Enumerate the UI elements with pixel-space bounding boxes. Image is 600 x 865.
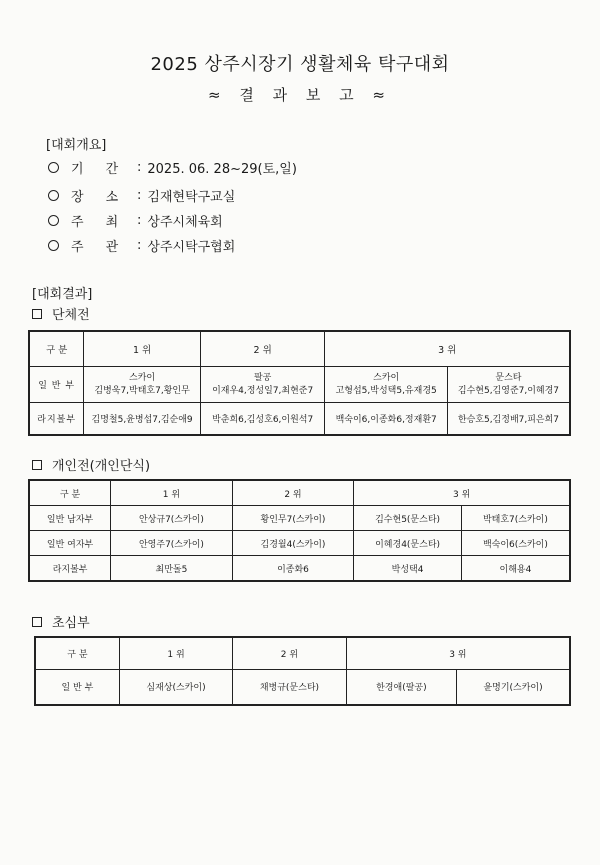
team-results-table [28,330,571,436]
header-first: 1 위 [119,637,232,669]
header-first: 1 위 [84,331,201,367]
second-place-cell: 채병규(문스타) [233,669,346,705]
header-division: 구 분 [29,480,111,506]
third-place-cell: 문스타 김수현5,김영준7,이혜경7 [447,367,570,403]
third-place-cell: 한경애(팔공) [346,669,456,705]
second-place-cell: 이종화6 [232,556,354,582]
division-cell: 일반 남자부 [29,506,111,531]
first-place-cell: 안영주7(스카이) [111,531,233,556]
table-row [29,556,570,582]
table-row [29,531,570,556]
first-place-cell: 안상규7(스카이) [111,506,233,531]
header-third: 3 위 [325,331,570,367]
page-title: 2025 상주시장기 생활체육 탁구대회 [150,54,450,75]
table-row [29,506,570,531]
table-header-row [29,480,570,506]
third-place-cell: 박태호7(스카이) [461,506,570,531]
third-place-cell: 백숙이6,이종화6,정재환7 [325,403,448,435]
division-cell: 라지볼부 [29,403,84,435]
overview-period-row: 기 간 : 2025. 06. 28~29(토,일) [48,157,297,177]
third-place-cell: 이해용4 [461,556,570,582]
individual-heading: 개인전(개인단식) [32,455,150,474]
checkbox-square-icon [32,309,42,319]
second-place-cell: 박춘희6,김성호6,이원석7 [200,403,325,435]
header-third: 3 위 [346,637,570,669]
second-place-cell: 김경월4(스카이) [232,531,354,556]
first-place-cell: 최만돌5 [111,556,233,582]
table-row [29,367,570,403]
division-cell: 일 반 부 [29,367,84,403]
bullet-circle-icon [48,162,59,173]
third-place-cell: 한승호5,김정배7,피은희7 [447,403,570,435]
header-second: 2 위 [200,331,325,367]
division-cell: 라지볼부 [29,556,111,582]
overview-organizer-row: 주 관 : 상주시탁구협회 [48,235,235,255]
second-place-cell: 황인무7(스카이) [232,506,354,531]
third-place-cell: 김수현5(문스타) [354,506,462,531]
checkbox-square-icon [32,460,42,470]
division-cell: 일 반 부 [35,669,119,705]
header-division: 구 분 [35,637,119,669]
table-row [29,403,570,435]
team-heading: 단체전 [32,304,90,323]
third-place-cell: 윤명기(스카이) [457,669,570,705]
second-place-cell: 팔공 이재우4,정성일7,최현준7 [200,367,325,403]
header-second: 2 위 [233,637,346,669]
division-cell: 일반 여자부 [29,531,111,556]
bullet-circle-icon [48,190,59,201]
overview-host-row: 주 최 : 상주시체육회 [48,210,223,230]
overview-host-value: 상주시체육회 [147,214,223,230]
individual-results-table [28,479,571,582]
table-row [35,669,570,705]
third-place-cell: 박성택4 [354,556,462,582]
bullet-circle-icon [48,240,59,251]
overview-venue-value: 김재현탁구교실 [147,189,236,205]
overview-period-value: 2025. 06. 28~29(토,일) [147,161,297,177]
table-header-row [35,637,570,669]
overview-organizer-value: 상주시탁구협회 [147,239,236,255]
header-division: 구 분 [29,331,84,367]
third-place-cell: 백숙이6(스카이) [461,531,570,556]
first-place-cell: 김명철5,윤병섭7,김순애9 [84,403,201,435]
third-place-cell: 이혜경4(문스타) [354,531,462,556]
page-subtitle: ≈ 결 과 보 고 ≈ [208,86,392,104]
table-header-row [29,331,570,367]
first-place-cell: 심재상(스카이) [119,669,232,705]
checkbox-square-icon [32,617,42,627]
header-first: 1 위 [111,480,233,506]
third-place-cell: 스카이 고형섭5,박성택5,유재경5 [325,367,448,403]
bullet-circle-icon [48,215,59,226]
beginner-results-table [34,636,571,706]
first-place-cell: 스카이 김병욱7,박태호7,황인무 [84,367,201,403]
overview-section-label: [대회개요] [46,138,107,153]
results-section-label: [대회결과] [32,287,93,302]
header-third: 3 위 [354,480,570,506]
overview-venue-row: 장 소 : 김재현탁구교실 [48,185,235,205]
beginner-heading: 초심부 [32,612,90,631]
header-second: 2 위 [232,480,354,506]
